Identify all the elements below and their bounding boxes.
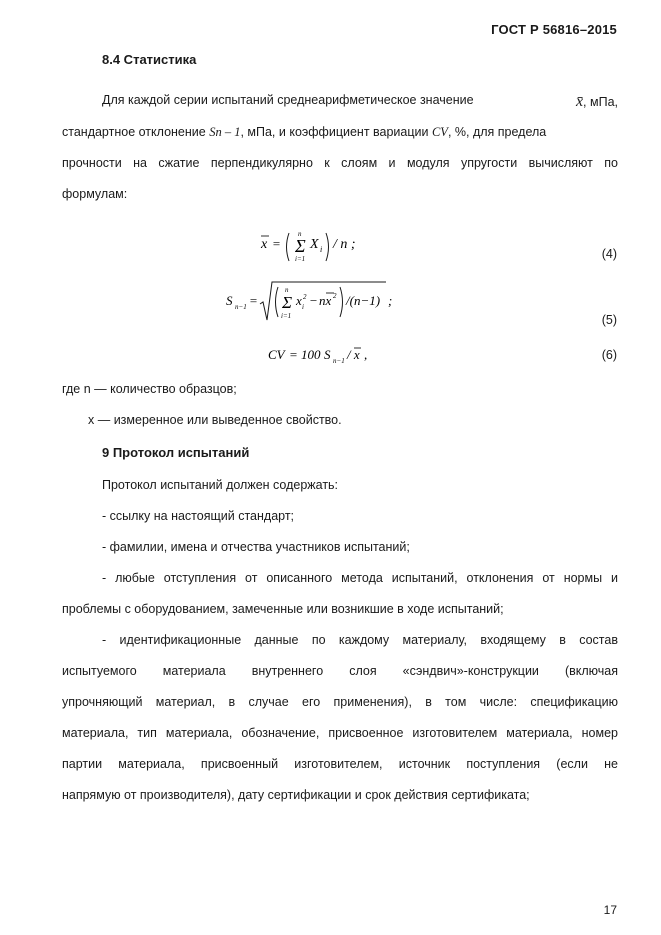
list-item-line: упрочняющий материал, в случае его применения), в том числе: спецификацию [62,695,618,709]
list-item-line: партии материала, присвоенный изготовителем, источник поступления (если не [62,757,618,771]
svg-text:2: 2 [303,293,307,301]
svg-text:/ n ;: / n ; [333,237,356,252]
svg-text:n−1: n−1 [235,303,247,311]
equation-number: (6) [601,348,617,362]
svg-text:i=1: i=1 [281,312,292,320]
section-9-title: 9 Протокол испытаний [102,445,250,460]
svg-text:x: x [261,237,268,252]
svg-text:= 100: = 100 [289,347,321,362]
section-8-4-title: 8.4 Статистика [102,52,197,67]
svg-text:n: n [285,286,289,294]
formula-5 [226,280,396,328]
formula-6-graphic [268,344,388,366]
svg-text:2: 2 [333,292,337,300]
list-item-line: проблемы с оборудованием, замеченные или возникшие в ходе испытаний; [62,602,504,616]
svg-text:S: S [226,293,233,308]
formula-5-graphic [226,280,396,324]
mean-symbol: x̄ [575,93,584,110]
svg-text:;: ; [388,293,393,308]
text-fragment: , мПа, и коэффициент вариации [240,125,429,139]
svg-text:Σ: Σ [282,293,293,312]
list-item-line: - любые отступления от описанного метода испытаний, отклонения от нормы и [102,571,618,585]
cv-symbol: CV [431,125,448,139]
equation-number: (4) [601,247,617,261]
mean-symbol-group [576,93,618,111]
paragraph-line [62,125,618,140]
svg-text:CV: CV [268,347,285,362]
where-n-line: где n — количество образцов; [62,382,237,396]
svg-text:/ x: / x [347,347,360,362]
equation-number: (5) [601,313,617,327]
svg-text:=: = [249,293,258,308]
svg-text:X: X [310,237,319,252]
paragraph-line: прочности на сжатие перпендикулярно к слоям и модуля упругости вычисляют по [62,156,618,170]
formula-6 [268,344,388,370]
list-item-line: испытуемого материала внутреннего слоя «сэндвич»-конструкции (включая [62,664,618,678]
paragraph-line: формулам: [62,187,128,201]
svg-text:i: i [320,245,323,254]
list-item: - ссылку на настоящий стандарт; [102,509,295,523]
formula-4 [259,228,369,273]
svg-text:i=1: i=1 [295,255,306,263]
std-dev-symbol: Sn – 1 [209,125,241,139]
paragraph-line [102,93,618,111]
list-item-line: - идентификационные данные по каждому материалу, входящему в состав [102,633,618,647]
list-item-line: материала, тип материала, обозначение, присвоенное изготовителем материала, номер [62,726,618,740]
page-number: 17 [603,903,617,917]
svg-text:/(n−1): /(n−1) [346,293,381,308]
text-fragment: , %, для предела [447,125,547,139]
standard-header: ГОСТ Р 56816–2015 [491,22,617,37]
text-fragment: Для каждой серии испытаний среднеарифметическое значение [102,93,474,107]
svg-text:nx: nx [319,293,332,308]
text-fragment: , мПа, [583,95,618,109]
formula-4-graphic [259,228,369,268]
svg-text:i: i [302,303,304,311]
svg-text:=: = [272,236,281,251]
list-item-line: напрямую от производителя), дату сертификации и срок действия сертификата; [62,788,530,802]
svg-text:x: x [296,293,302,308]
svg-text:,: , [364,347,368,362]
svg-text:S: S [324,347,331,362]
list-intro: Протокол испытаний должен содержать: [102,478,339,492]
svg-text:n: n [298,230,302,238]
svg-text:Σ: Σ [295,236,306,256]
text-fragment: стандартное отклонение [62,125,206,139]
svg-text:n−1: n−1 [333,357,345,365]
where-x-line: x — измеренное или выведенное свойство. [88,413,342,427]
svg-text:−: − [309,293,318,308]
list-item: - фамилии, имена и отчества участников испытаний; [102,540,410,554]
